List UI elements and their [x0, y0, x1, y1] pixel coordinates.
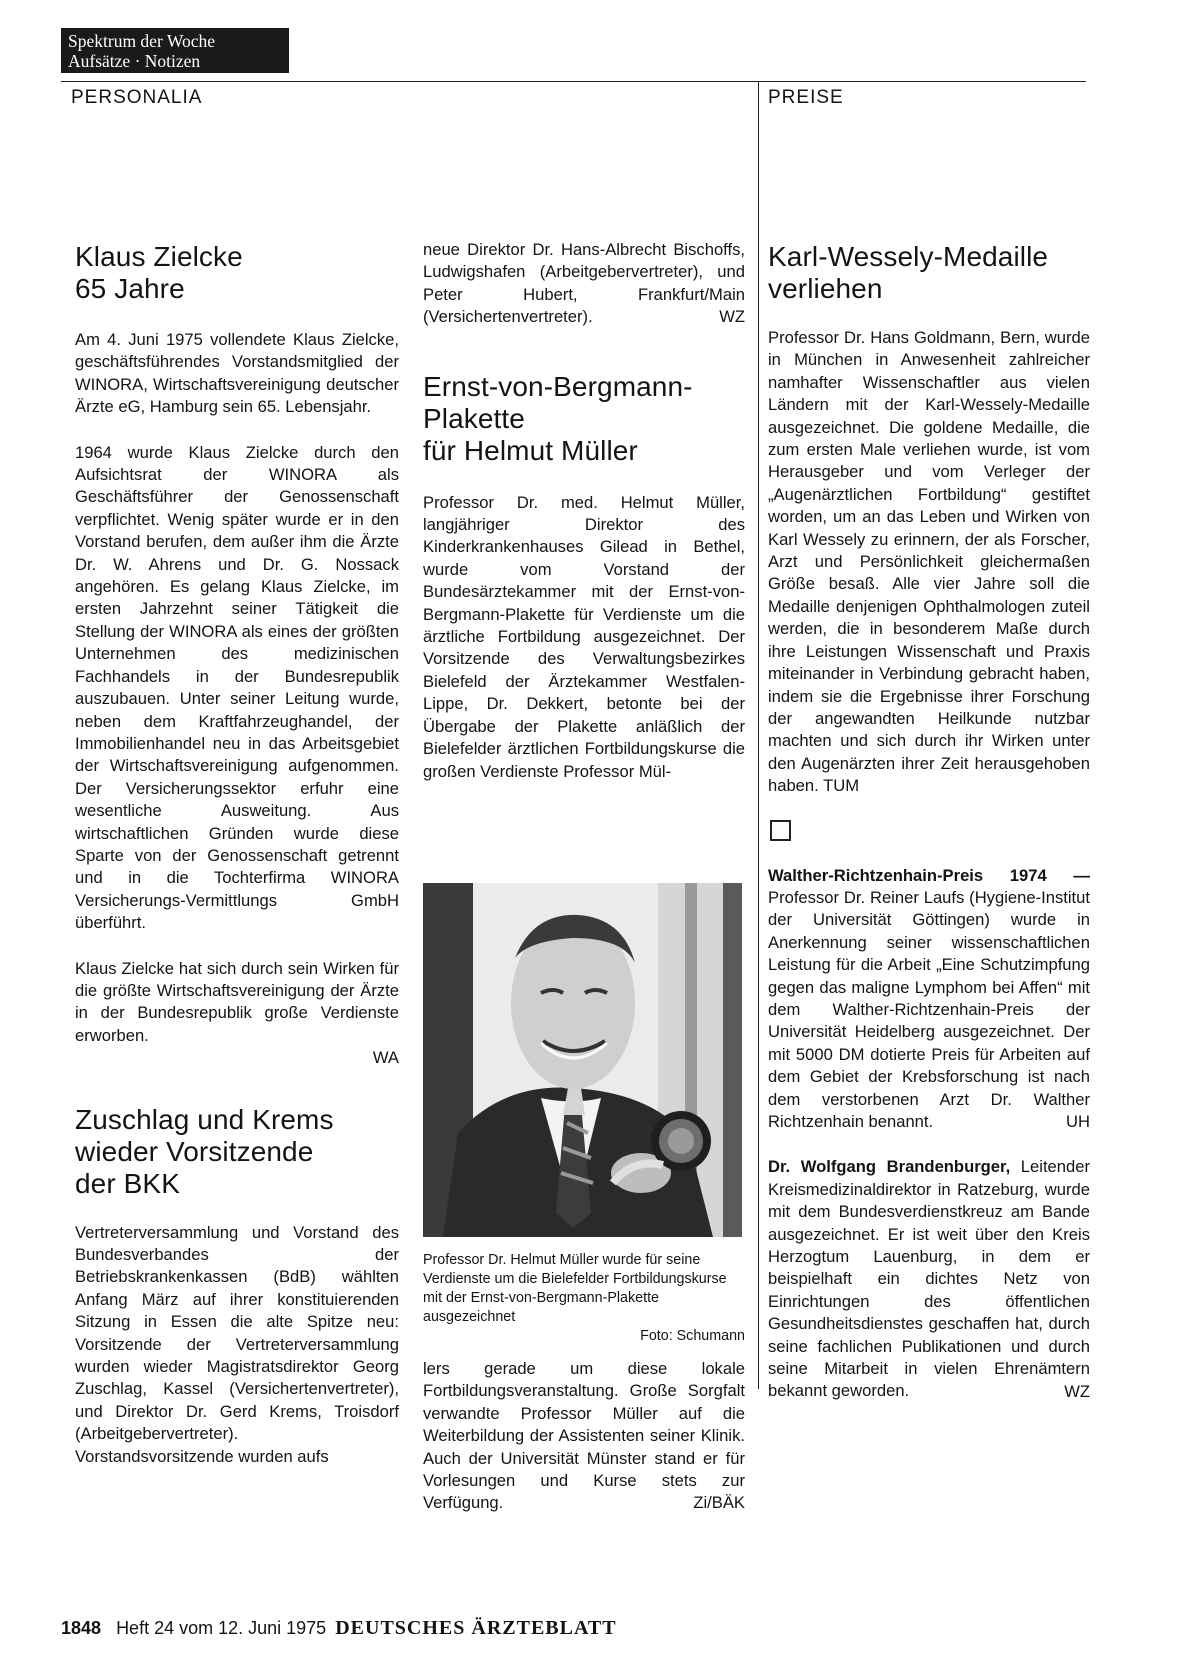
banner-line-2: Aufsätze · Notizen	[68, 51, 201, 71]
portrait-photo	[423, 883, 742, 1237]
zielcke-paragraph-2: 1964 wurde Klaus Zielcke durch den Aufsichtsrat der WINORA als Geschäftsführer der Genossenschaft verpflichtet. Wenig später wurde er in den Vorstand berufen, dem außer ihm die Ärzte Dr. W. Ahrens und Dr. G. Nossack angehören. Es gelang Klaus Zielcke, im ersten Jahrzehnt seiner Tätigkeit die Stellung der WINORA als eines der größten Unternehmen des medizinischen Fachhandels in der Bundesrepublik auszubauen. Unter seiner Leitung wurde, neben dem Kraftfahrzeughandel, der Immobilienhandel neu in das Arbeitsgebiet der Wirtschaftsvereinigung aufgenommen. Der Versicherungssektor erfuhr eine wesentliche Ausweitung. Aus wirtschaftlichen Gründen wurde diese Sparte von der Genossenschaft getrennt und in die Tochterfirma WINORA Versicherungs-Vermittlungs GmbH überführt.	[75, 442, 399, 933]
section-label-personalia: PERSONALIA	[71, 87, 203, 108]
brandenburger-signature: WZ	[1064, 1381, 1090, 1401]
publication-name: DEUTSCHES ÄRZTEBLATT	[335, 1617, 617, 1639]
column-3	[768, 241, 1090, 1403]
zielcke-signature: WA	[372, 1048, 399, 1068]
bkk-paragraph-1: Vertreterversammlung und Vorstand des Bundesverbandes der Betriebskrankenkassen (BdB) wählten Anfang März auf ihrer konstituierenden Sitzung in Essen die alte Spitze neu: Vorsitzende der Vertreterversammlung wurden wieder Magistratsdirektor Georg Zuschlag, Kassel (Versichertenvertreter), und Direktor Dr. Gerd Krems, Troisdorf (Arbeitgebervertreter). Vorstandsvorsitzende wurden aufs	[75, 1222, 399, 1466]
bergmann-paragraph-1: Professor Dr. med. Helmut Müller, langjähriger Direktor des Kinderkrankenhauses Gilead in Bethel, wurde vom Vorstand der Bundesärztekammer mit der Ernst-von-Bergmann-Plakette für Verdienste um die ärztliche Fortbildung ausgezeichnet. Der Vorsitzende des Verwaltungsbezirkes Bielefeld der Ärztekammer Westfalen-Lippe, Dr. Dekkert, betonte bei der Übergabe der Plakette anläßlich der Bielefelder ärztlichen Fortbildungskurse die großen Verdienste Professor Mül-	[423, 492, 745, 781]
brandenburger-paragraph: Dr. Wolfgang Brandenburger, Leitender Kreismedizinaldirektor in Ratzeburg, wurde mit dem Bundesverdienstkreuz am Bande ausgezeichnet. Er ist weit über den Kreis Herzogtum Lauenburg, in dem er beispielhaft ein dichtes Netz von Einrichtungen des öffentlichen Gesundheitsdienstes geschaffen hat, durch seine fachlichen Publikationen und durch seine Mitarbeit in vielen Ehrenämtern bekannt geworden. WZ	[768, 1156, 1090, 1402]
headline-bergmann: Ernst-von-Bergmann- Plakette für Helmut Müller	[423, 370, 693, 466]
wessely-paragraph: Professor Dr. Hans Goldmann, Bern, wurde in München in Anwesenheit zahlreicher namhafter Wissenschaftler aus vielen Ländern mit der Karl-Wessely-Medaille ausgezeichnet. Die goldene Medaille, die zum ersten Male verliehen wurde, ist vom Herausgeber und vom Verleger der „Augenärztlichen Fortbildung“ gestiftet worden, um an das Leben und Wirken von Karl Wessely zu erinnern, der als Forscher, Arzt und Persönlichkeit gleichermaßen Größe besaß. Alle vier Jahre soll die Medaille denjenigen Ophthalmologen zuteil werden, die in besonderem Maße durch ihre Leistungen Wissenschaft und Praxis miteinander in Verbindung gebracht haben, indem sie die Ergebnisse ihrer Forschung der angewandten Heilkunde nutzbar machten und sich durch ihr Wirken unter den Augenärzten ihrer Zeit herausgehoben haben. TUM	[768, 328, 1090, 796]
bergmann-signature: Zi/BÄK	[693, 1493, 745, 1513]
separator-square	[770, 820, 791, 841]
photo-caption: Professor Dr. Helmut Müller wurde für seine Verdienste um die Bielefelder Fortbildungskurse mit der Ernst-von-Bergmann-Plakette ausgezeichnet Foto: Schumann	[423, 1252, 745, 1344]
column-2-lower	[423, 1358, 745, 1515]
column-2	[423, 239, 745, 783]
section-banner	[61, 28, 289, 73]
richtzenhain-signature: UH	[1066, 1112, 1090, 1132]
headline-wessely: Karl-Wessely-Medaille verliehen	[768, 241, 1049, 304]
section-label-preise: PREISE	[768, 87, 844, 108]
page-footer	[61, 1617, 617, 1640]
brandenburger-lead: Dr. Wolfgang Brandenburger,	[768, 1157, 1011, 1177]
bergmann-paragraph-2: lers gerade um diese lokale Fortbildungsveranstaltung. Große Sorgfalt verwandte Professor Müller auf die Weiterbildung der Assistenten seiner Klinik. Auch der Universität Münster stand er für Vorlesungen und Kurse stets zur Verfügung. Zi/BÄK	[423, 1358, 745, 1515]
zielcke-paragraph-3: Klaus Zielcke hat sich durch sein Wirken für die größte Wirtschaftsvereinigung der Ärzte in der Bundesrepublik große Verdienste erworben. WA	[75, 958, 399, 1070]
headline-bkk: Zuschlag und Krems wieder Vorsitzende der BKK	[75, 1103, 334, 1199]
bkk-signature: WZ	[719, 307, 745, 327]
top-rule	[61, 81, 1086, 82]
banner-line-1: Spektrum der Woche	[68, 31, 215, 51]
zielcke-paragraph-1: Am 4. Juni 1975 vollendete Klaus Zielcke, geschäftsführendes Vorstandsmitglied der WINORA, Wirtschaftsvereinigung deutscher Ärzte eG, Hamburg sein 65. Lebensjahr.	[75, 330, 399, 417]
richtzenhain-lead: Walther-Richtzenhain-Preis 1974 —	[768, 865, 1090, 885]
bkk-continuation: neue Direktor Dr. Hans-Albrecht Bischoffs, Ludwigshafen (Arbeitgebervertreter), und Peter Hubert, Frankfurt/Main (Versichertenvertreter). WZ	[423, 239, 745, 329]
wessely-signature: TUM	[823, 776, 860, 796]
column-divider	[758, 81, 759, 1389]
column-1	[75, 241, 399, 1468]
page-number: 1848	[61, 1618, 102, 1638]
richtzenhain-paragraph: Walther-Richtzenhain-Preis 1974 — Professor Dr. Reiner Laufs (Hygiene-Institut der Universität Göttingen) wurde in Anerkennung seiner wissenschaftlichen Leistung für die Arbeit „Eine Schutzimpfung gegen das maligne Lymphom bei Affen“ mit dem Walther-Richtzenhain-Preis der Universität Heidelberg ausgezeichnet. Der mit 5000 DM dotierte Preis für Arbeiten auf dem Gebiet der Krebsforschung ist nach dem verstorbenen Arzt Dr. Walther Richtzenhain benannt. UH	[768, 865, 1090, 1134]
headline-zielcke: Klaus Zielcke 65 Jahre	[75, 241, 243, 304]
issue-info: Heft 24 vom 12. Juni 1975	[116, 1618, 327, 1638]
portrait-illustration	[423, 883, 742, 1237]
photo-credit: Foto: Schumann	[640, 1328, 745, 1344]
